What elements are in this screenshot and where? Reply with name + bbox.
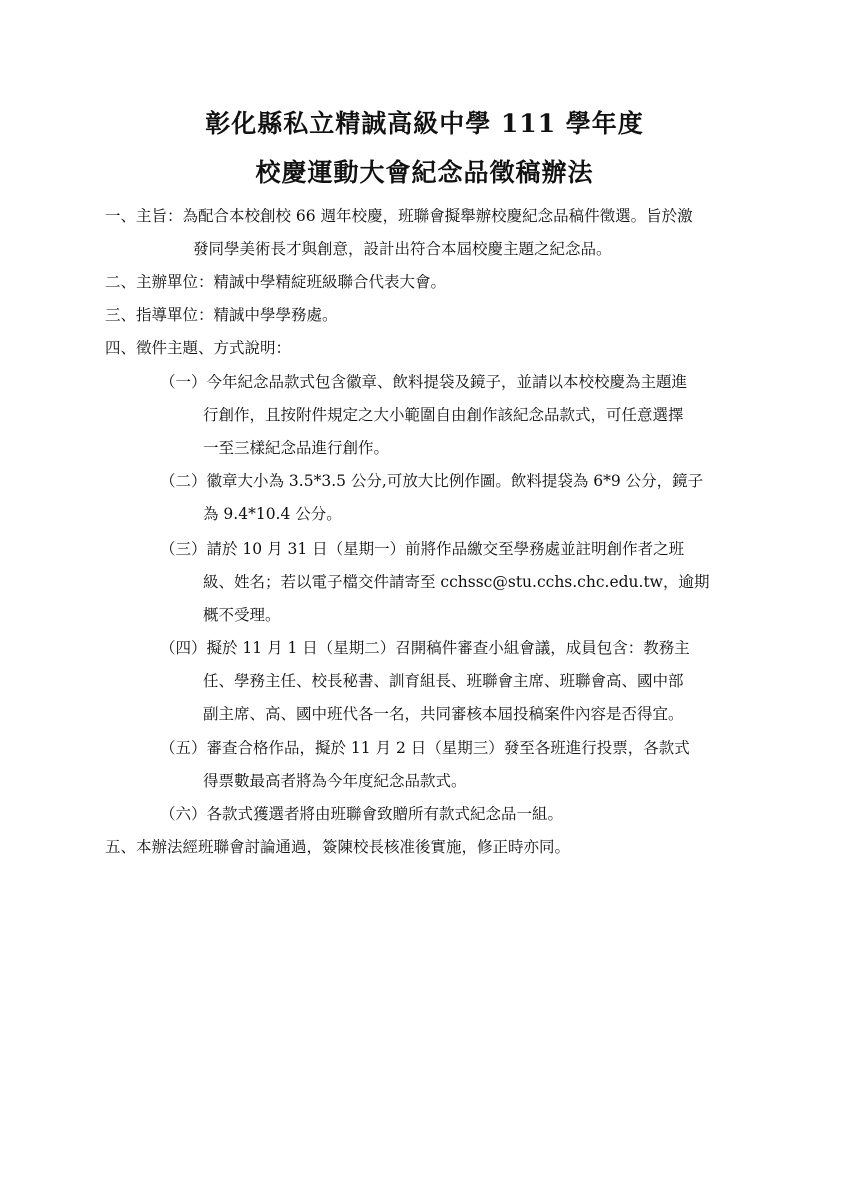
subitem-6-line-1: （六）各款式獲選者將由班聯會致贈所有款式紀念品一組。 (160, 805, 564, 823)
section-4: 四、徵件主題、方式說明： (105, 339, 292, 357)
subitem-3-line-2: 級、姓名；若以電子檔交件請寄至 cchssc@stu.cchs.chc.edu.tw，逾期 (203, 573, 710, 591)
subitem-1-line-2: 行創作，且按附件規定之大小範圍自由創作該紀念品款式，可任意選擇 (203, 406, 684, 424)
subitem-3-line-1: （三）請於 10 月 31 日（星期一）前將作品繳交至學務處並註明創作者之班 (160, 540, 685, 558)
section-3: 三、指導單位：精誠中學學務處。 (105, 306, 338, 324)
subitem-5-line-1: （五）審查合格作品，擬於 11 月 2 日（星期三）發至各班進行投票，各款式 (160, 739, 690, 757)
subitem-2-line-1: （二）徽章大小為 3.5*3.5 公分,可放大比例作圖。飲料提袋為 6*9 公分，鏡子 (160, 472, 704, 490)
subitem-1-line-3: 一至三樣紀念品進行創作。 (203, 439, 390, 457)
section-2: 二、主辦單位：精誠中學精綻班級聯合代表大會。 (105, 273, 447, 291)
subitem-1-line-1: （一）今年紀念品款式包含徽章、飲料提袋及鏡子，並請以本校校慶為主題進 (160, 373, 688, 391)
subitem-4-line-2: 任、學務主任、校長秘書、訓育組長、班聯會主席、班聯會高、國中部 (203, 672, 684, 690)
section-5: 五、本辦法經班聯會討論通過，簽陳校長核准後實施，修正時亦同。 (105, 838, 571, 856)
subitem-4-line-1: （四）擬於 11 月 1 日（星期二）召開稿件審查小組會議，成員包含：教務主 (160, 639, 690, 657)
subitem-4-line-3: 副主席、高、國中班代各一名，共同審核本屆投稿案件內容是否得宜。 (203, 705, 684, 723)
section-1-line-2: 發同學美術長才與創意，設計出符合本屆校慶主題之紀念品。 (193, 240, 612, 258)
section-1-line-1: 一、主旨：為配合本校創校 66 週年校慶，班聯會擬舉辦校慶紀念品稿件徵選。旨於激 (105, 207, 693, 225)
subitem-5-line-2: 得票數最高者將為今年度紀念品款式。 (203, 772, 467, 790)
subitem-3-line-3: 概不受理。 (203, 606, 281, 624)
document-title: 彰化縣私立精誠高級中學 111 學年度 (205, 109, 644, 138)
document-subtitle: 校慶運動大會紀念品徵稿辦法 (255, 158, 594, 187)
subitem-2-line-2: 為 9.4*10.4 公分。 (203, 505, 342, 523)
